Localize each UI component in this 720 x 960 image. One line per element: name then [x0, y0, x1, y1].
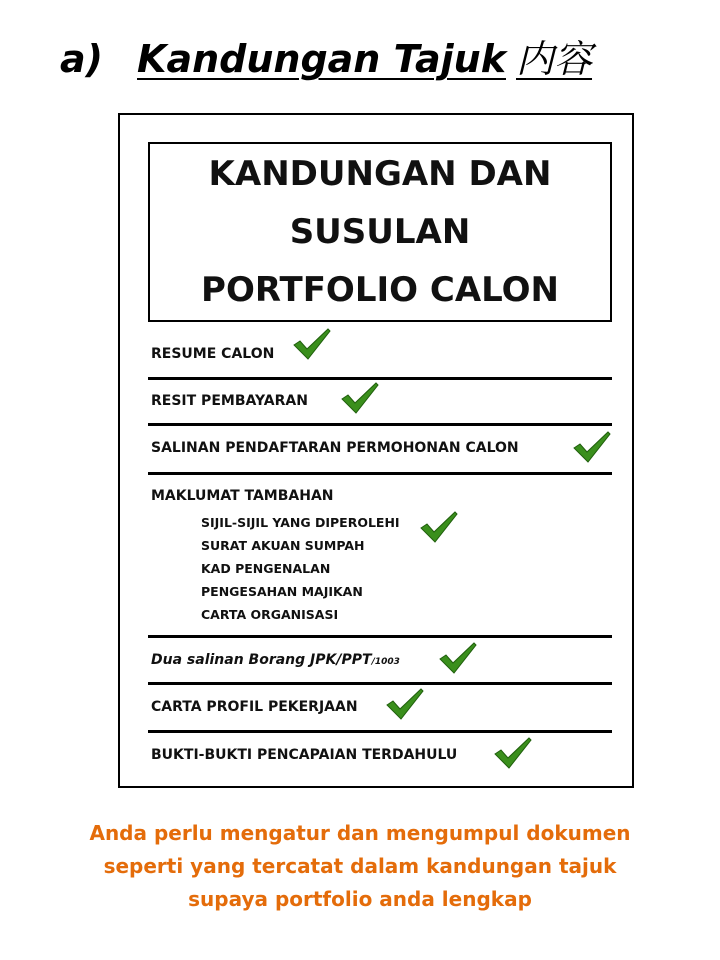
divider [148, 682, 612, 685]
borang-main-text: Dua salinan Borang JPK/PPT [151, 652, 372, 668]
checkmark-icon [438, 641, 478, 675]
maklumat-sub-list [201, 511, 400, 626]
divider [148, 730, 612, 733]
item-bukti-pencapaian: BUKTI-BUKTI PENCAPAIAN TERDAHULU [151, 747, 458, 763]
divider [148, 472, 612, 475]
document-title-box [148, 142, 612, 322]
checkmark-icon [340, 381, 380, 415]
sub-item-pengesahan-majikan: PENGESAHAN MAJIKAN [201, 584, 363, 599]
sub-item-carta-organisasi: CARTA ORGANISASI [201, 607, 339, 622]
document-title-line-2: SUSULAN [289, 212, 471, 252]
checkmark-icon [385, 687, 425, 721]
item-carta-profil: CARTA PROFIL PEKERJAAN [151, 699, 358, 715]
item-resume-calon: RESUME CALON [151, 346, 275, 362]
portfolio-document [118, 113, 634, 788]
sub-item-kad-pengenalan: KAD PENGENALAN [201, 561, 331, 576]
checkmark-icon [419, 510, 459, 544]
heading-title-text: Kandungan Tajuk [137, 37, 506, 81]
divider [148, 635, 612, 638]
item-borang-jpk [151, 652, 610, 668]
heading-cjk: 内容 [516, 37, 593, 81]
document-title-line-3: PORTFOLIO CALON [201, 270, 559, 310]
footer-line-1: Anda perlu mengatur dan mengumpul dokumen [89, 821, 631, 845]
sub-item-surat-akuan: SURAT AKUAN SUMPAH [201, 538, 365, 553]
item-salinan-pendaftaran: SALINAN PENDAFTARAN PERMOHONAN CALON [151, 440, 519, 456]
checkmark-icon [292, 327, 332, 361]
item-maklumat-tambahan: MAKLUMAT TAMBAHAN [151, 488, 334, 504]
footer-line-3: supaya portfolio anda lengkap [188, 887, 532, 911]
heading-prefix: a) [60, 37, 104, 81]
checkmark-icon [493, 736, 533, 770]
footer-note [40, 817, 680, 916]
footer-line-2: seperti yang tercatat dalam kandungan tajuk [103, 854, 617, 878]
document-title-line-1: KANDUNGAN DAN [208, 154, 552, 194]
borang-suffix-text: /1003 [371, 657, 400, 667]
sub-item-sijil: SIJIL-SIJIL YANG DIPEROLEHI [201, 515, 400, 530]
divider [148, 423, 612, 426]
divider [148, 377, 612, 380]
item-resit-pembayaran: RESIT PEMBAYARAN [151, 393, 308, 409]
checkmark-icon [572, 430, 612, 464]
page-heading [60, 28, 592, 83]
heading-title [137, 37, 592, 81]
